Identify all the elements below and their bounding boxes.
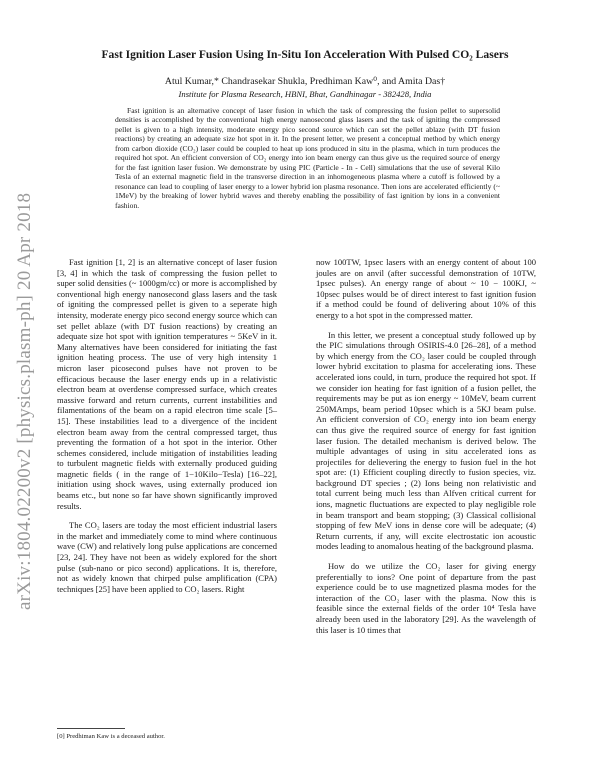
body-paragraph: In this letter, we present a conceptual study followed up by the PIC simulations through OSIRIS-4.0 [26–28], of a method by which energy from the CO₂ laser could be coupled through lower hybrid excitation to plasma for accelerating ions. These accelerated ions could, in turn, produce the required hot spot. If we consider ion heating for fast ignition of a fusion pellet, the requirements may be put as ion energy ~ 10MeV, beam current 250MAmps, beam period 10psec which is a 5KJ beam pulse. An efficient conversion of CO₂ energy into ion beam energy can thus give the required source of energy for fast ignition laser fusion. The detailed mechanism is derived below. The multiple advantages of using in situ accelerated ions as projectiles for delievering the energy to fusion fuel in the hot spot are: (1) Efficient coupling directly to fusion species, viz. background DT species ; (2) Ions being non relativistic and total current being much less than Alfven critical current for ions, magnetic fluctuations are expected to play negligible role in beam transport and beam stopping; (3) Classical collisional stopping of few MeV ions in dense core will be adequate; (4) Return currents, if any, will excite electrostatic ion acoustic modes leading to anomalous heating of the background plasma. (316, 329, 536, 552)
arxiv-stamp: arXiv:1804.02200v2 [physics.plasm-ph] 20 Apr 2018 (14, 192, 35, 610)
footnote-rule (57, 728, 125, 729)
right-column (316, 257, 536, 644)
left-column (57, 257, 277, 603)
author-list: Atul Kumar,* Chandrasekar Shukla, Predhiman Kaw⁰, and Amita Das† (164, 76, 446, 87)
paper-title: Fast Ignition Laser Fusion Using In-Situ Ion Acceleration With Pulsed CO₂ Lasers (101, 48, 509, 61)
body-paragraph: How do we utilize the CO₂ laser for giving energy preferentially to ions? One point of departure from the past experience could be to use magnetized plasma modes for the interaction of the CO₂ laser with the plasma. Now this is feasible since the external fields of the order 10⁴ Tesla have already been used in the laboratory [29]. As the wavelength of this laser is 10 times that (316, 561, 536, 635)
body-paragraph: The CO₂ lasers are today the most efficient industrial lasers in the market and immediately come to mind where continuous wave (CW) and relatively long pulse applications are concerned [23, 24]. They have not been as widely explored for the short pulse (sub-nano or pico second) applications. It is, therefore, not as widely known that chirped pulse amplification (CPA) techniques [25] have been applied to CO₂ lasers. Right (57, 520, 277, 594)
footnote: [0] Predhiman Kaw is a deceased author. (57, 733, 165, 740)
abstract: Fast ignition is an alternative concept of laser fusion in which the task of compressing the fusion pellet to supersolid densities is accomplished by the conventional high energy nanosecond glass lasers and the task of igniting the compressed pellet is given to a high intensity, moderate energy pico second source which can set the pellet ablaze (with DT fusion reactions) by creating an adequate size hot spot in it. In the present letter, we present a conceptual method by which energy from carbon dioxide (CO₂) laser could be coupled to heat up ions produced in situ in the plasma, which in turn produces the required hot spot. An efficient conversion of CO₂ energy into ion beam energy can thus give us the required source of energy for the fast ignition laser fusion. We demonstrate by using PIC (Particle - In - Cell) simulations that the use of several Kilo Tesla of an external magnetic field in the transverse direction in an inhomogeneous plasma where a cutoff is followed by a resonance can lead to coupling of laser energy to a lower hybrid ion plasma resonance. Then ions are accelerated efficiently (~ 1MeV) by the breaking of lower hybrid waves and thereby enabling the possibility of fast ignition by ions in a convenient fashion. (115, 106, 500, 210)
body-paragraph: now 100TW, 1psec lasers with an energy content of about 100 joules are on anvil (after successful demonstration of 10TW, 1psec pulses). An energy range of about ~ 10 − 100KJ, ~ 10psec pulses would be of direct interest to fast ignition fusion if a method could be found of delivering about 10% of this energy to a hot spot in the compressed matter. (316, 257, 536, 320)
body-paragraph: Fast ignition [1, 2] is an alternative concept of laser fusion [3, 4] in which the task of compressing the fusion pellet to super solid densities (~ 1000gm/cc) or more is accomplished by conventional high energy nanosecond glass lasers and the task of igniting the compressed pellet is given to a seperate high intensity, moderate energy pico second energy source which can set pellet ablaze (with DT fusion reactions) by creating an adequate size hot spot with ignition temperatures ~ 5KeV in it. Many alternatives have been considered for initiating the fast ignition heating process. The use of very high intensity 1 micron laser picosecond pulses have not proven to be efficacious because the laser energy ends up in a relativistic electron beam at overdense compressed surface, which creates massive forward and return currents, current instabilities and filamentations of the beam on a rapid electron time scale [5–15]. These instabilities lead to a divergence of the incident electron beam away from the central compressed target, thus preventing the formation of a hot spot in the interior. Other schemes considered, include mitigation of instabilities leading to turbulent magnetic fields with externally produced guiding magnetic fields ( in the range of 1−10Kilo−Tesla) [16–22], initiation using shock waves, using externally produced ion beams etc., but none so far have shown significantly improved results. (57, 257, 277, 511)
affiliation: Institute for Plasma Research, HBNI, Bhat, Gandhinagar - 382428, India (178, 89, 432, 99)
